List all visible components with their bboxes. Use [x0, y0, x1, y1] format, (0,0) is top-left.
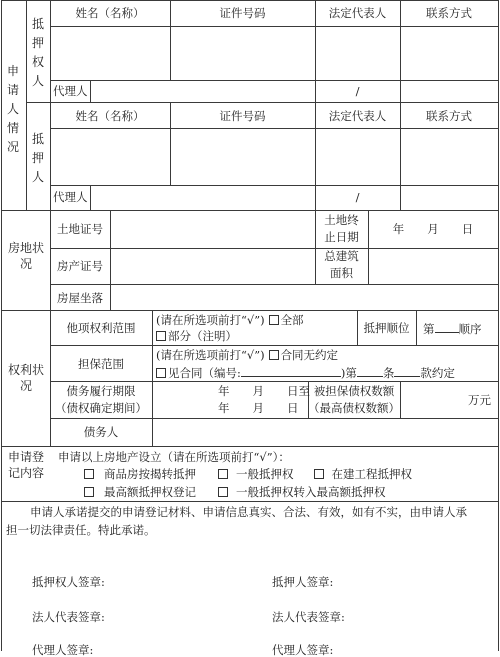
row-divider — [1, 501, 499, 502]
row-divider — [50, 248, 499, 249]
registration-section-label: 申请登记内容 — [7, 450, 44, 480]
table-border-right — [498, 0, 499, 651]
guarantee-row-2 — [152, 365, 455, 380]
amount-label-1: 被担保债权数额 — [313, 384, 395, 398]
agent-signature-right[interactable]: 代理人签章: — [272, 643, 334, 657]
land-cert-label: 土地证号 — [57, 222, 103, 236]
opt-construction: 在建工程抵押权 — [331, 467, 412, 481]
opt-max: 最高额抵押权登记 — [104, 485, 196, 499]
other-scope-partial-row — [152, 329, 237, 343]
checkbox-general[interactable] — [218, 469, 228, 479]
guarantee-label: 担保范围 — [78, 357, 124, 371]
clause-blank[interactable] — [394, 365, 420, 377]
col-divider — [50, 0, 51, 446]
row-divider — [1, 310, 499, 311]
house-cert-label: 房产证号 — [57, 259, 103, 273]
other-scope-options — [156, 313, 304, 327]
guarantee-opt1: 合同无约定 — [280, 348, 339, 362]
term-end: 年 月 日 — [218, 401, 299, 415]
checkbox-see-contract[interactable] — [156, 368, 166, 378]
col-divider — [110, 210, 111, 310]
order-label: 抵押顺位 — [363, 321, 410, 335]
amount-unit: 万元 — [468, 393, 491, 407]
location-label: 房屋坐落 — [57, 291, 103, 305]
mortgagor-label: 抵押人 — [31, 132, 44, 184]
row-divider — [1, 210, 499, 211]
land-end-date: 年 月 日 — [392, 222, 474, 236]
amount-label-2: （最高债权数额） — [308, 401, 400, 415]
slash-mark: / — [355, 84, 360, 98]
col-divider — [26, 0, 27, 210]
table-border-left — [1, 0, 2, 651]
term-label-2: （债权确定期间） — [55, 401, 147, 415]
debtor-label: 债务人 — [83, 425, 119, 439]
property-section-label: 房地状况 — [7, 241, 44, 271]
row-divider — [50, 26, 499, 27]
col-divider — [416, 310, 417, 345]
col-divider — [315, 0, 316, 210]
other-scope-partial: 部分（注明） — [168, 329, 237, 343]
registration-row-1 — [80, 467, 412, 481]
other-scope-label: 他项权利范围 — [66, 321, 136, 335]
checkbox-convert[interactable] — [218, 487, 228, 497]
guarantee-end: 款约定 — [420, 366, 455, 380]
order-suffix: 顺序 — [458, 322, 482, 336]
total-area-label-2: 面积 — [330, 266, 353, 280]
checkbox-max[interactable] — [84, 487, 94, 497]
col-header-name: 姓名（名称） — [75, 6, 145, 20]
other-scope-all: 全部 — [280, 313, 304, 327]
land-end-label-2: 止日期 — [324, 230, 359, 244]
guarantee-tail: )第 — [340, 366, 357, 380]
agent-label: 代理人 — [53, 84, 88, 98]
order-prefix: 第 — [423, 322, 435, 336]
registration-row-2 — [80, 485, 386, 499]
col-divider — [90, 80, 91, 102]
order-blank[interactable] — [435, 321, 459, 333]
col-divider — [90, 185, 91, 210]
col-header-id: 证件号码 — [219, 6, 266, 20]
row-divider — [26, 102, 499, 103]
rights-section-label: 权利状况 — [7, 363, 44, 393]
mortgagee-label: 抵押权人 — [31, 17, 44, 88]
checkbox-partial[interactable] — [156, 331, 166, 341]
col-divider — [400, 381, 401, 418]
row-divider — [50, 128, 499, 129]
legal-rep-signature-left[interactable]: 法人代表签章: — [32, 610, 105, 624]
row-divider — [1, 446, 499, 447]
mortgagor-signature[interactable]: 抵押人签章: — [272, 575, 334, 589]
total-area-label-1: 总建筑 — [324, 249, 359, 263]
order-field — [423, 321, 482, 336]
row-divider — [50, 381, 499, 382]
mortgagee-signature[interactable]: 抵押权人签章: — [32, 575, 105, 589]
row-divider — [50, 418, 499, 419]
col-header-legal-rep: 法定代表人 — [328, 6, 387, 20]
row-divider — [50, 185, 499, 186]
opt-commercial: 商品房按揭转抵押 — [104, 467, 196, 481]
term-label-1: 债务履行期限 — [66, 384, 136, 398]
contract-no-blank[interactable] — [241, 365, 341, 377]
guarantee-tiao: 条 — [382, 366, 395, 380]
guarantee-opt2: 见合同（编号: — [168, 366, 241, 380]
row-divider — [50, 80, 499, 81]
col-header-name: 姓名（名称） — [75, 109, 145, 123]
slash-mark: / — [355, 190, 360, 204]
article-blank[interactable] — [357, 365, 383, 377]
agent-label: 代理人 — [53, 190, 88, 204]
registration-intro: 申请以上房地产设立（请在所选项前打“√”）： — [58, 450, 290, 464]
col-header-legal-rep: 法定代表人 — [328, 109, 387, 123]
guarantee-hint: (请在所选项前打“√”) — [156, 348, 265, 362]
commitment-line-1: 申请人承诺提交的申请登记材料、申请信息真实、合法、有效，如有不实，由申请人承 — [30, 505, 467, 519]
agent-signature-left[interactable]: 代理人签章: — [32, 643, 94, 657]
col-divider — [400, 0, 401, 210]
row-divider — [50, 345, 499, 346]
checkbox-construction[interactable] — [314, 469, 324, 479]
row-divider — [50, 284, 499, 285]
guarantee-row-1 — [156, 348, 338, 362]
other-scope-hint: (请在所选项前打“√”) — [156, 313, 265, 327]
commitment-line-2: 担一切法律责任。特此承诺。 — [6, 523, 156, 537]
term-start: 年 月 日至 — [218, 384, 310, 398]
checkbox-all[interactable] — [269, 315, 279, 325]
legal-rep-signature-right[interactable]: 法人代表签章: — [272, 610, 345, 624]
checkbox-commercial[interactable] — [84, 469, 94, 479]
col-header-id: 证件号码 — [219, 109, 266, 123]
applicant-section-label: 申请人情况 — [6, 64, 19, 154]
opt-convert: 一般抵押权转入最高额抵押权 — [236, 485, 386, 499]
table-border-top — [1, 0, 499, 1]
opt-general: 一般抵押权 — [236, 467, 294, 481]
col-header-contact: 联系方式 — [426, 6, 472, 20]
col-header-contact: 联系方式 — [426, 109, 472, 123]
checkbox-no-agreement[interactable] — [269, 350, 279, 360]
land-end-label-1: 土地终 — [324, 213, 359, 227]
